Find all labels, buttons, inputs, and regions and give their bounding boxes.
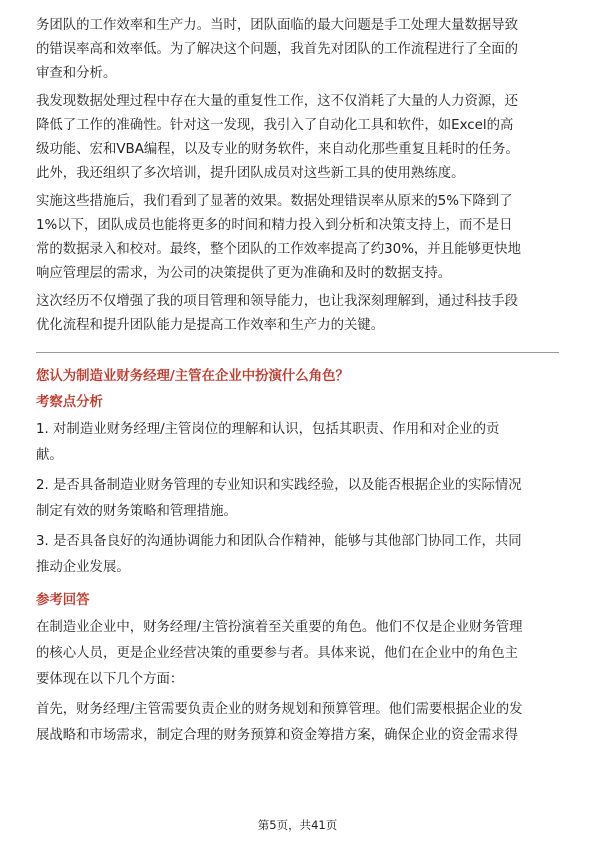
answer-paragraph: 在制造业企业中，财务经理/主管扮演着至关重要的角色。他们不仅是企业财务管理 的核心人员，更是企业经营决策的重要参与者。具体来说，他们在企业中的角色主 要体现在以下几个方面： [36, 620, 523, 687]
intro-paragraph: 务团队的工作效率和生产力。当时，团队面临的最大问题是手工处理大量数据导致 的错误率高和效率低。为了解决这个问题，我首先对团队的工作流程进行了全面的 审查和分析。 [36, 18, 519, 81]
analysis-section [36, 391, 559, 581]
answer-section [36, 589, 559, 749]
intro-section [36, 14, 559, 338]
analysis-item: 1. 对制造业财务经理/主管岗位的理解和认识，包括其职责、作用和对企业的贡 献。 [36, 422, 500, 463]
page-footer: 第5页，共41页 [257, 818, 338, 832]
answer-title: 参考回答 [36, 593, 90, 608]
section-divider [36, 352, 559, 353]
intro-paragraph: 我发现数据处理过程中存在大量的重复性工作，这不仅消耗了大量的人力资源，还 降低了工作的准确性。针对这一发现，我引入了自动化工具和软件，如Excel的高 级功能、宏和VBA编程，以及专业的财务软件，来自动化那些重复且耗时的任务。 此外，我还组织了多次培训，提升团队成员对这些新工具的使用熟练度。 [36, 94, 519, 181]
answer-paragraph: 首先，财务经理/主管需要负责企业的财务规划和预算管理。他们需要根据企业的发 展战略和市场需求，制定合理的财务预算和资金筹措方案，确保企业的资金需求得 [36, 702, 523, 743]
analysis-title: 考察点分析 [36, 395, 103, 410]
intro-paragraph: 这次经历不仅增强了我的项目管理和领导能力，也让我深刻理解到，通过科技手段 优化流程和提升团队能力是提高工作效率和生产力的关键。 [36, 294, 519, 333]
intro-paragraph: 实施这些措施后，我们看到了显著的效果。数据处理错误率从原来的5%下降到了 1%以下，团队成员也能将更多的时间和精力投入到分析和决策支持上，而不是日 常的数据录入和校对。最终，整个团队的工作效率提高了约30%，并且能够更快地 响应管理层的需求，为公司的决策提供了更为准确和及时的数据支持。 [36, 194, 522, 281]
analysis-item: 2. 是否具备制造业财务管理的专业知识和实践经验，以及能否根据企业的实际情况 制定有效的财务策略和管理措施。 [36, 478, 522, 519]
analysis-item: 3. 是否具备良好的沟通协调能力和团队合作精神，能够与其他部门协同工作，共同 推动企业发展。 [36, 534, 522, 575]
document-page [36, 14, 559, 753]
question-heading: 您认为制造业财务经理/主管在企业中扮演什么角色？ [36, 369, 349, 384]
